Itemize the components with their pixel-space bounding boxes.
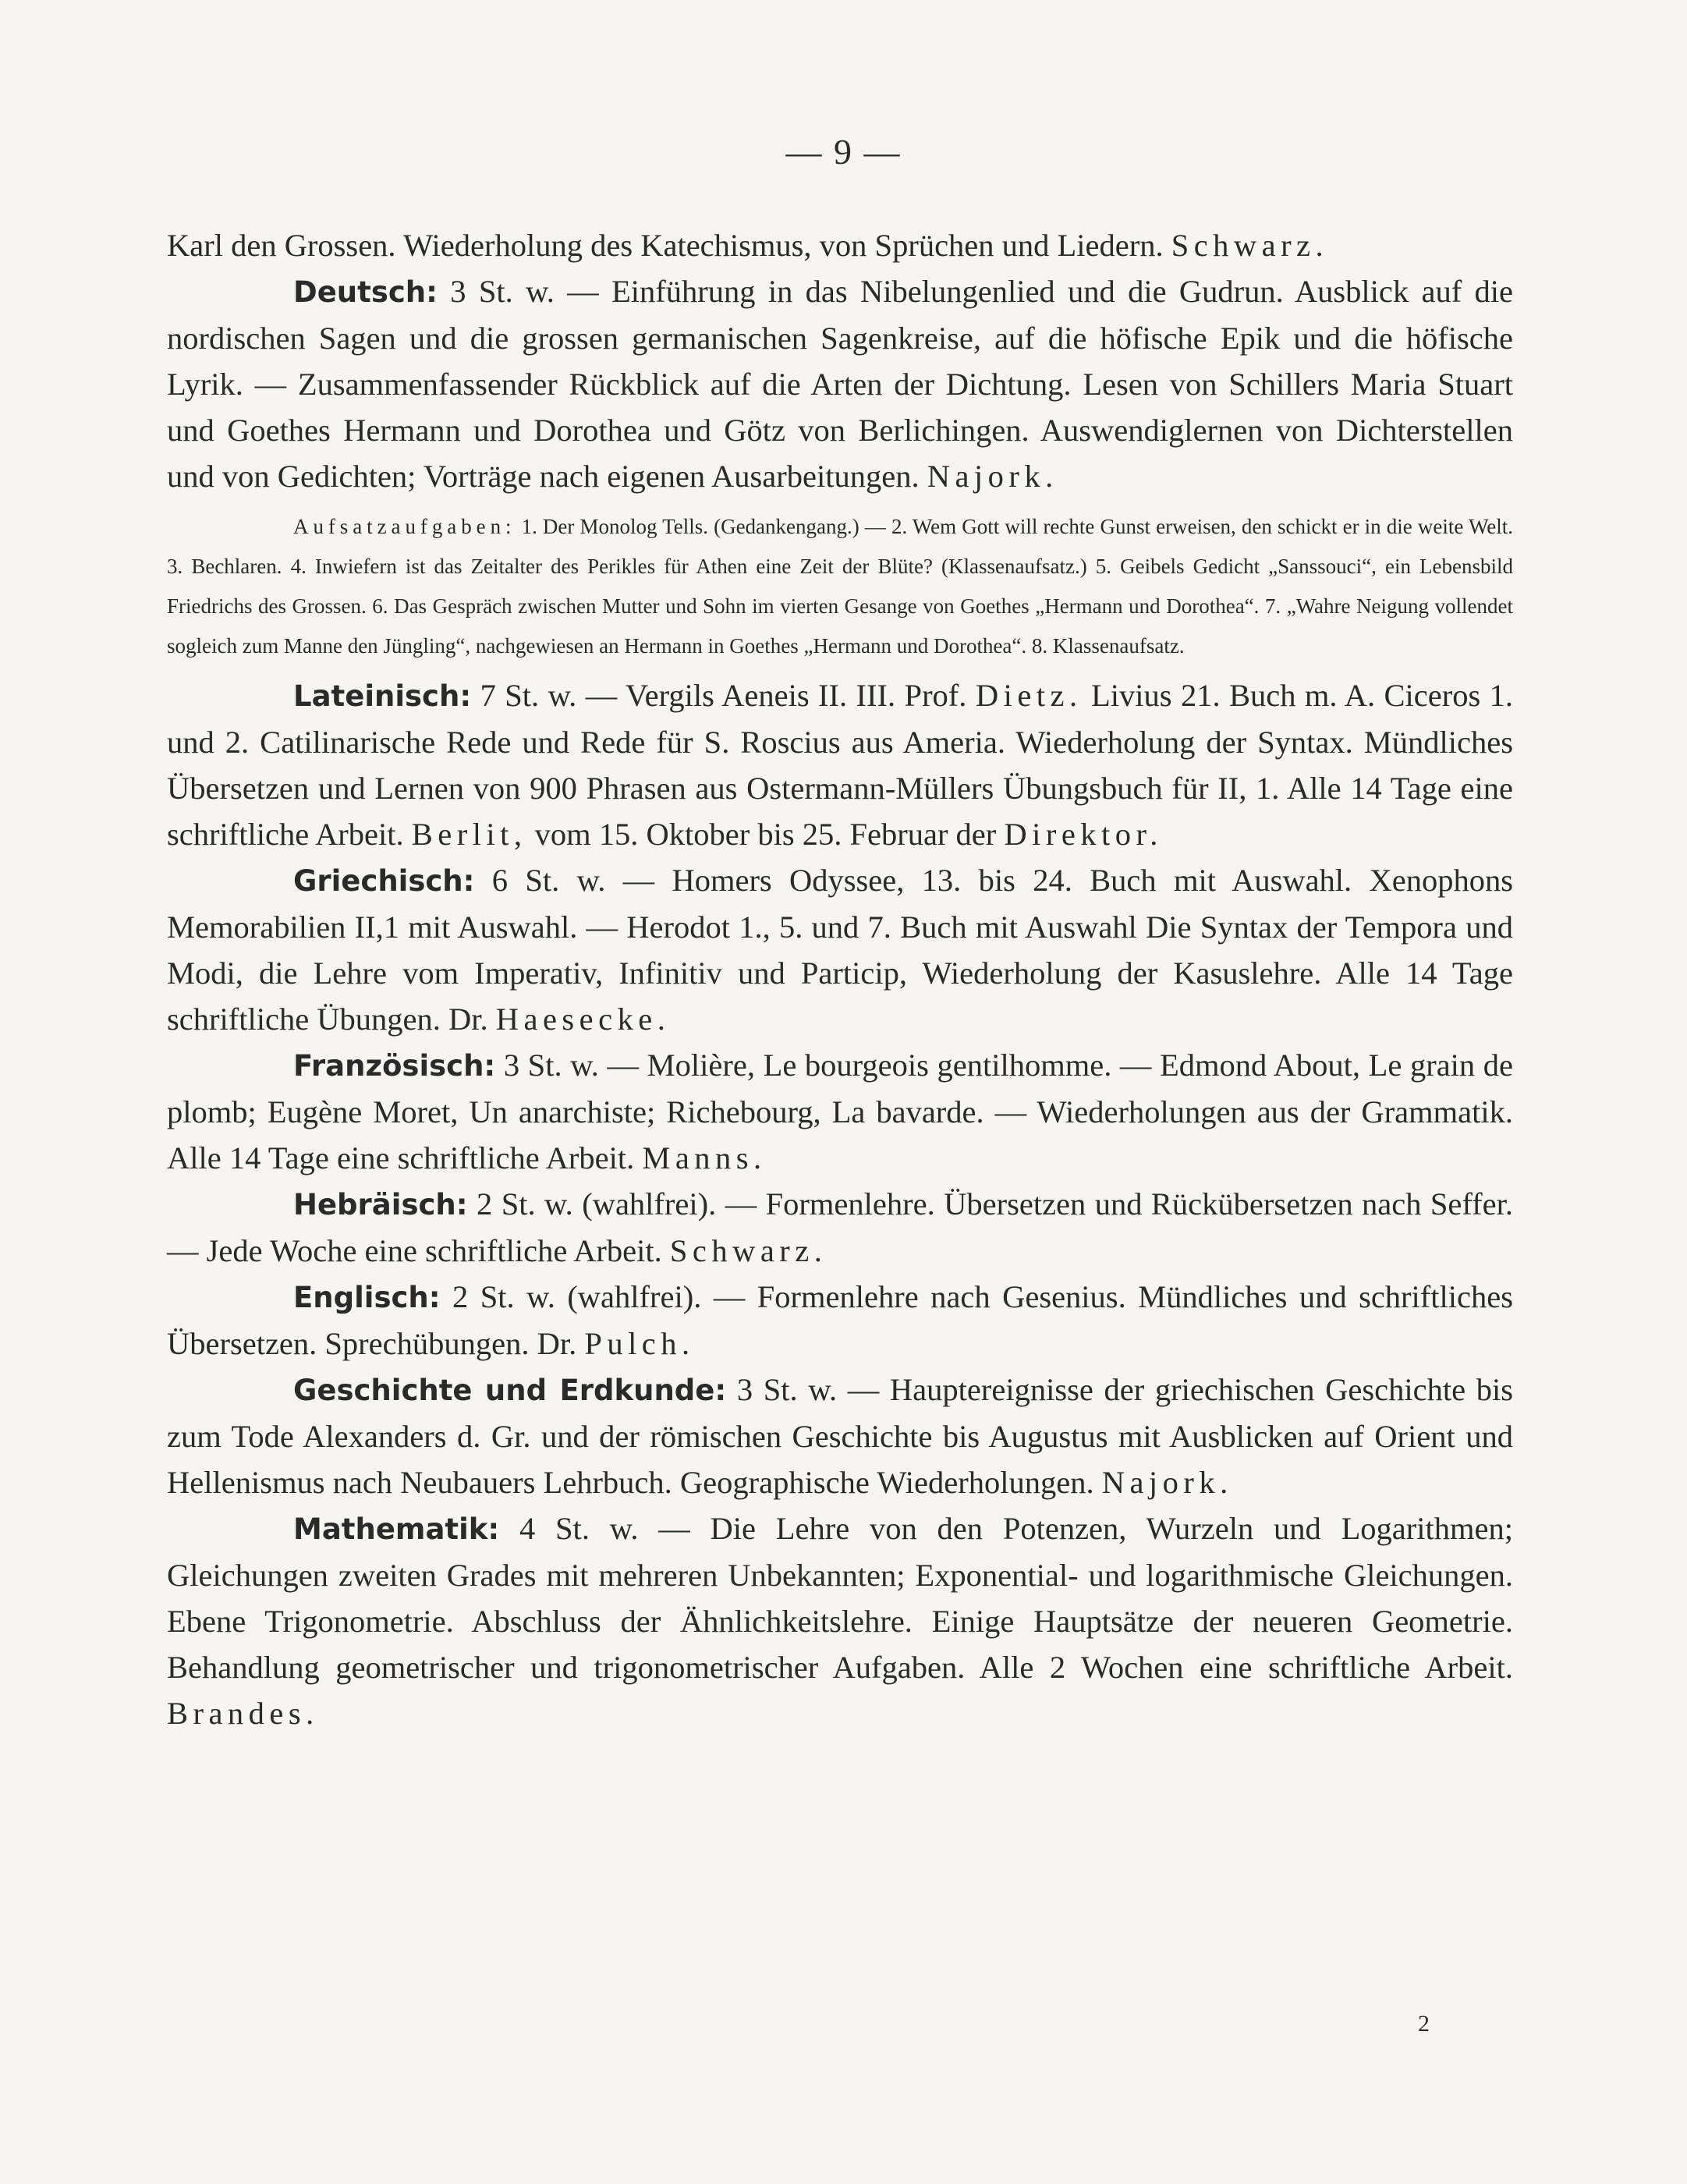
deutsch-paragraph: [167, 268, 1513, 499]
mathematik-subject: Mathematik:: [293, 1512, 500, 1546]
page-number: — 9 —: [785, 132, 902, 172]
griechisch-text: 6 St. w. — Homers Odyssee, 13. bis 24. Buch mit Auswahl. Xenophons Memorabilien II,1 mit Auswahl. — Herodot 1., 5. und 7. Buch mit Auswahl Die Syntax der Tempora und Modi, die Lehre vom Imperativ, Infinitiv und Particip, Wiederholung der Kasuslehre. Alle 14 Tage schriftliche Übungen. Dr.: [167, 863, 1513, 1037]
deutsch-text: 3 St. w. — Einführung in das Nibelungenlied und die Gudrun. Ausblick auf die nordischen Sagen und die grossen germanischen Sagenkreise, auf die höfische Epik und die höfische Lyrik. — Zusammenfassender Rückblick auf die Arten der Dichtung. Lesen von Schillers Maria Stuart und Goethes Hermann und Dorothea und Götz von Berlichingen. Auswendiglernen von Dichterstellen und von Gedichten; Vorträge nach eigenen Ausarbeitungen.: [167, 274, 1513, 494]
deutsch-teacher: Najork.: [927, 459, 1058, 494]
hebraeisch-paragraph: [167, 1181, 1513, 1274]
franzoesisch-paragraph: [167, 1042, 1513, 1181]
deutsch-subject: Deutsch:: [293, 275, 438, 309]
mathematik-teacher: Brandes.: [167, 1696, 319, 1731]
englisch-subject: Englisch:: [293, 1281, 441, 1314]
griechisch-teacher: Haesecke.: [495, 1002, 671, 1037]
essay-topics-text: 1. Der Monolog Tells. (Gedankengang.) — 2. Wem Gott will rechte Gunst erweisen, den schickt er in die weite Welt. 3. Bechlaren. 4. Inwiefern ist das Zeitalter des Perikles für Athen eine Zeit der Blüte? (Klassenaufsatz.) 5. Geibels Gedicht „Sanssouci“, ein Lebensbild Friedrichs des Grossen. 6. Das Gespräch zwischen Mutter und Sohn im vierten Gesange von Goethes „Hermann und Dorothea“. 7. „Wahre Neigung vollendet sogleich zum Manne den Jüngling“, nachgewiesen an Hermann in Goethes „Hermann und Dorothea“. 8. Klassenaufsatz.: [167, 515, 1514, 658]
intro-teacher: Schwarz.: [1171, 228, 1329, 263]
latein-text-2: Livius 21. Buch m. A. Ciceros 1. und 2. Catilinarische Rede und Rede für S. Roscius aus Ameria. Wiederholung der Syntax. Mündliches Übersetzen und Lernen von 900 Phrasen aus Ostermann-Müllers Übungsbuch für II, 1. Alle 14 Tage eine schriftliche Arbeit.: [167, 678, 1514, 852]
hebraeisch-subject: Hebräisch:: [293, 1188, 468, 1221]
hebraeisch-text: 2 St. w. (wahlfrei). — Formenlehre. Übersetzen und Rückübersetzen nach Seffer. — Jede Woche eine schriftliche Arbeit.: [167, 1186, 1513, 1268]
geschichte-teacher: Najork.: [1101, 1465, 1233, 1500]
latein-teacher-3: Direktor.: [1004, 817, 1163, 852]
franzoesisch-text: 3 St. w. — Molière, Le bourgeois gentilhomme. — Edmond About, Le grain de plomb; Eugène Moret, Un anarchiste; Richebourg, La bavarde. — Wiederholungen aus der Grammatik. Alle 14 Tage eine schriftliche Arbeit.: [167, 1048, 1513, 1175]
franzoesisch-teacher: Manns.: [642, 1140, 767, 1175]
sheet-number: 2: [1418, 2011, 1430, 2037]
latein-paragraph: [167, 672, 1513, 857]
latein-text-3: vom 15. Oktober bis 25. Februar der: [534, 817, 997, 852]
griechisch-paragraph: [167, 857, 1513, 1042]
geschichte-text: 3 St. w. — Hauptereignisse der griechischen Geschichte bis zum Tode Alexanders d. Gr. und der römischen Geschichte bis Augustus mit Ausblicken auf Orient und Hellenismus nach Neubauers Lehrbuch. Geographische Wiederholungen.: [167, 1372, 1514, 1500]
englisch-teacher: Pulch.: [584, 1326, 695, 1361]
essay-topics-label: Aufsatzaufgaben:: [293, 515, 516, 538]
essay-topics: [167, 507, 1513, 666]
page-body: [167, 222, 1513, 1736]
englisch-paragraph: [167, 1274, 1513, 1367]
mathematik-text: 4 St. w. — Die Lehre von den Potenzen, Wurzeln und Logarithmen; Gleichungen zweiten Grades mit mehreren Unbekannten; Exponential- und logarithmische Gleichungen. Ebene Trigonometrie. Abschluss der Ähnlichkeitslehre. Einige Hauptsätze der neueren Geometrie. Behandlung geometrischer und trigonometrischer Aufgaben. Alle 2 Wochen eine schriftliche Arbeit.: [167, 1511, 1514, 1685]
franzoesisch-subject: Französisch:: [293, 1049, 496, 1083]
griechisch-subject: Griechisch:: [293, 864, 475, 898]
geschichte-paragraph: [167, 1367, 1513, 1505]
latein-text-1: 7 St. w. — Vergils Aeneis II. III. Prof.: [480, 678, 967, 713]
geschichte-subject: Geschichte und Erdkunde:: [293, 1374, 727, 1407]
latein-teacher-1: Dietz.: [975, 678, 1083, 713]
mathematik-paragraph: [167, 1505, 1513, 1736]
intro-paragraph: [167, 222, 1513, 268]
englisch-text: 2 St. w. (wahlfrei). — Formenlehre nach Gesenius. Mündliches und schriftliches Übersetzen. Sprechübungen. Dr.: [167, 1279, 1514, 1361]
hebraeisch-teacher: Schwarz.: [669, 1233, 828, 1268]
latein-teacher-2: Berlit,: [411, 817, 527, 852]
latein-subject: Lateinisch:: [293, 679, 472, 713]
intro-text: Karl den Grossen. Wiederholung des Katechismus, von Sprüchen und Liedern.: [167, 228, 1164, 263]
